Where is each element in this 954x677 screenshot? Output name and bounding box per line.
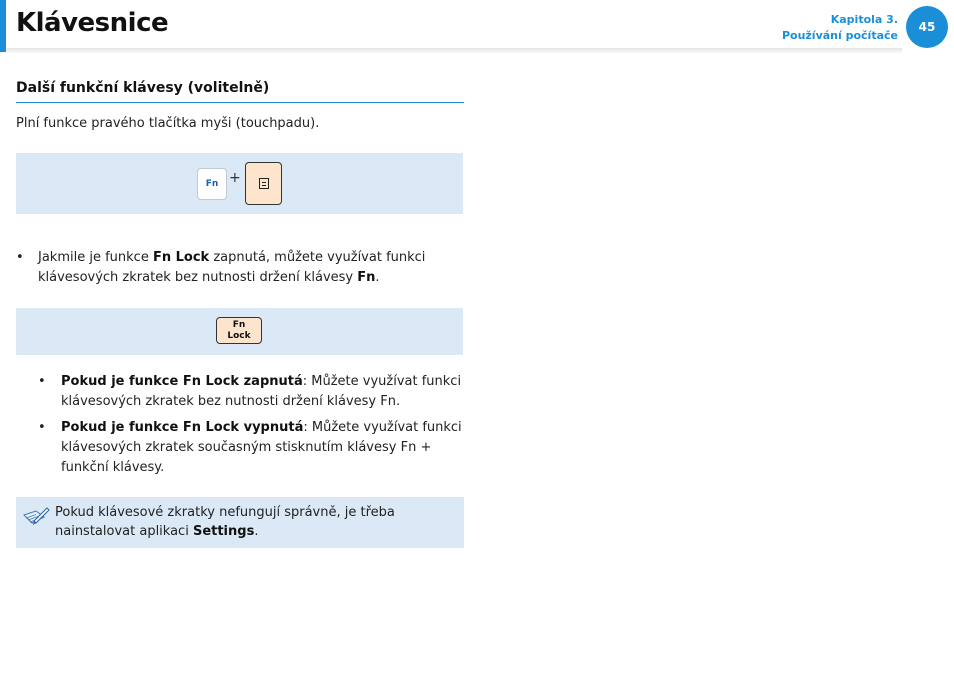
note-line (55, 522, 455, 541)
chapter-title: Používání počítače (781, 29, 898, 42)
bullet-dot: • (38, 420, 46, 435)
text-run: nainstalovat aplikaci (55, 524, 193, 539)
bullet-line: funkční klávesy. (61, 460, 165, 475)
list-item (38, 372, 464, 412)
bullet-line: klávesových zkratek současným stisknutím klávesy Fn + (61, 440, 432, 455)
text-run: : Můžete využívat funkci (303, 420, 462, 435)
page-title: Klávesnice (16, 8, 169, 38)
settings-app-name: Settings (192, 524, 255, 539)
chapter-label[interactable] (782, 12, 898, 44)
bullet-line (61, 418, 462, 438)
chapter-number: Kapitola 3. (830, 13, 898, 26)
bullet-dot: • (16, 250, 24, 265)
bullet-dot: • (38, 374, 46, 389)
bold-term: Pokud je funkce Fn Lock zapnutá (61, 374, 303, 389)
text-run: : Můžete využívat funkci (302, 374, 462, 389)
list-item (16, 248, 456, 288)
list-item (38, 418, 464, 478)
pencil-note-icon (22, 505, 50, 529)
note-line: Pokud klávesové zkratky nefungují správně, je třeba (55, 505, 395, 520)
text-run: klávesových zkratek bez nutnosti držení klávesy (38, 270, 358, 285)
text-run: Jakmile je funkce (38, 250, 153, 265)
text-run: . (254, 524, 259, 539)
page-number-badge: 45 (906, 6, 948, 48)
fn-key-icon (197, 168, 227, 200)
note-text (55, 503, 455, 541)
plus-sign: + (229, 170, 241, 186)
fn-key-label: Fn (205, 179, 219, 189)
header-accent-bar (0, 0, 6, 52)
bullet-line (38, 248, 425, 268)
context-menu-icon (259, 178, 269, 189)
intro-text: Plní funkce pravého tlačítka myši (touchpadu). (16, 116, 320, 131)
fn-lock-key-icon (216, 317, 262, 344)
bold-term: Fn (357, 270, 376, 285)
bold-term: Fn Lock (152, 250, 210, 265)
bullet-line: klávesových zkratek bez nutnosti držení klávesy Fn. (61, 394, 401, 409)
bullet-line (61, 372, 461, 392)
context-menu-key-icon (245, 162, 282, 205)
bullet-line (38, 268, 380, 288)
section-heading: Další funkční klávesy (volitelně) (16, 80, 270, 96)
bold-term: Pokud je funkce Fn Lock vypnutá (61, 420, 304, 435)
header-divider (6, 48, 902, 54)
section-divider (16, 102, 464, 103)
fn-lock-label-top: Fn (232, 320, 246, 330)
fn-lock-label-bottom: Lock (227, 331, 251, 341)
text-run: . (375, 270, 380, 285)
text-run: zapnutá, můžete využívat funkci (209, 250, 426, 265)
